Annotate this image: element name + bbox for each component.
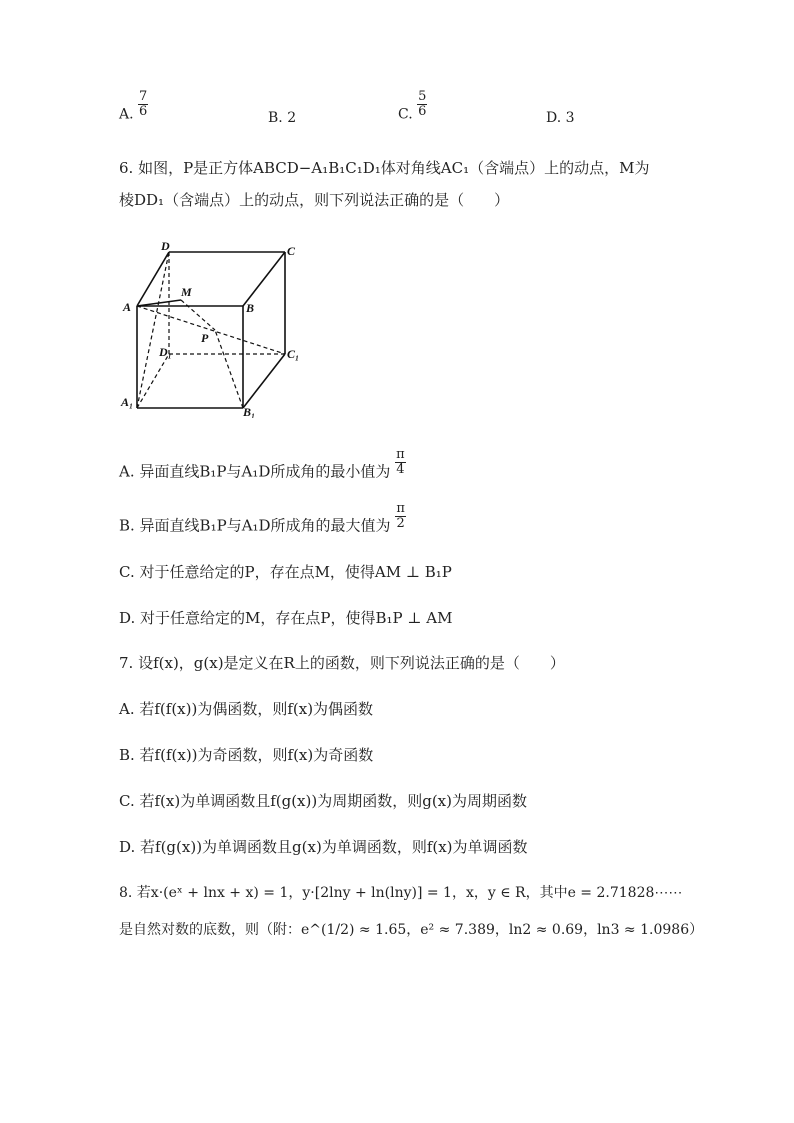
edge-b1c1 bbox=[243, 354, 285, 408]
q5-option-a-numerator: 7 bbox=[139, 89, 148, 104]
label-c: C bbox=[287, 244, 296, 258]
q6-stem-line2: 棱DD₁（含端点）上的动点，则下列说法正确的是（ ） bbox=[119, 191, 510, 209]
q6-option-a-numerator: π bbox=[396, 447, 405, 462]
q5-option-b-value: 2 bbox=[287, 110, 297, 126]
q6-option-a bbox=[119, 447, 406, 487]
edge-ad bbox=[137, 252, 169, 306]
q6-option-a-text: A. 异面直线B₁P与A₁D所成角的最小值为 bbox=[119, 462, 391, 481]
q5-option-b bbox=[268, 110, 296, 126]
q6-option-b-denominator: 2 bbox=[396, 516, 405, 531]
q6-option-a-fraction bbox=[395, 448, 406, 477]
label-a: A bbox=[123, 300, 132, 314]
label-b: B bbox=[246, 301, 255, 315]
q7-option-b: B. 若f(f(x))为奇函数，则f(x)为奇函数 bbox=[119, 746, 374, 764]
q6-option-d: D. 对于任意给定的M，存在点P，使得B₁P ⊥ AM bbox=[119, 609, 453, 627]
q5-option-c-numerator: 5 bbox=[418, 89, 427, 104]
q7-option-a: A. 若f(f(x))为偶函数，则f(x)为偶函数 bbox=[119, 700, 374, 718]
q5-option-d bbox=[546, 110, 575, 126]
q8-stem-line1: 8. 若x·(eˣ + lnx + x) = 1，y·[2lny + ln(lny)] = 1，x，y ∈ R，其中e = 2.71828⋯⋯ bbox=[119, 885, 683, 901]
label-a1: A₁ bbox=[121, 395, 134, 409]
q5-option-d-label: D. bbox=[546, 110, 562, 126]
q5-option-b-label: B. bbox=[268, 110, 283, 126]
q6-option-b bbox=[119, 501, 406, 541]
label-p: P bbox=[201, 331, 209, 345]
edge-bc bbox=[243, 252, 285, 306]
q5-option-d-value: 3 bbox=[565, 110, 575, 126]
segment-a1d bbox=[137, 252, 169, 408]
label-d: D bbox=[161, 239, 170, 253]
q7-stem: 7. 设f(x)，g(x)是定义在R上的函数，则下列说法正确的是（ ） bbox=[119, 654, 565, 672]
label-d1: D₁ bbox=[159, 345, 172, 359]
q6-option-a-denominator: 4 bbox=[396, 462, 405, 477]
label-b1: B₁ bbox=[243, 405, 256, 418]
q5-option-a-fraction bbox=[138, 90, 148, 119]
q5-option-a-label: A. bbox=[119, 106, 134, 123]
q5-option-c-denominator: 6 bbox=[418, 104, 427, 119]
label-c1: C₁ bbox=[287, 347, 300, 361]
q5-option-c-label: C. bbox=[398, 106, 413, 123]
q7-option-d: D. 若f(g(x))为单调函数且g(x)为单调函数，则f(x)为单调函数 bbox=[119, 838, 528, 856]
q5-option-a bbox=[119, 89, 148, 129]
label-m: M bbox=[181, 285, 192, 299]
q6-option-b-numerator: π bbox=[396, 501, 405, 516]
q5-option-a-denominator: 6 bbox=[139, 104, 148, 119]
q5-option-c bbox=[398, 89, 427, 129]
q6-option-b-fraction bbox=[395, 502, 406, 531]
cube-figure bbox=[119, 238, 319, 418]
q7-option-c: C. 若f(x)为单调函数且f(g(x))为周期函数，则g(x)为周期函数 bbox=[119, 792, 527, 810]
edge-a1d1 bbox=[137, 354, 169, 408]
segment-b1p bbox=[215, 330, 243, 408]
q6-stem-line1: 6. 如图，P是正方体ABCD−A₁B₁C₁D₁体对角线AC₁（含端点）上的动点，M为 bbox=[119, 159, 650, 177]
q5-option-c-fraction bbox=[417, 90, 427, 119]
q8-stem-line2: 是自然对数的底数，则（附：e^(1/2) ≈ 1.65，e² ≈ 7.389，ln2 ≈ 0.69，ln3 ≈ 1.0986） bbox=[119, 922, 704, 938]
q6-option-b-text: B. 异面直线B₁P与A₁D所成角的最大值为 bbox=[119, 516, 391, 535]
q6-option-c: C. 对于任意给定的P，存在点M，使得AM ⊥ B₁P bbox=[119, 563, 452, 581]
